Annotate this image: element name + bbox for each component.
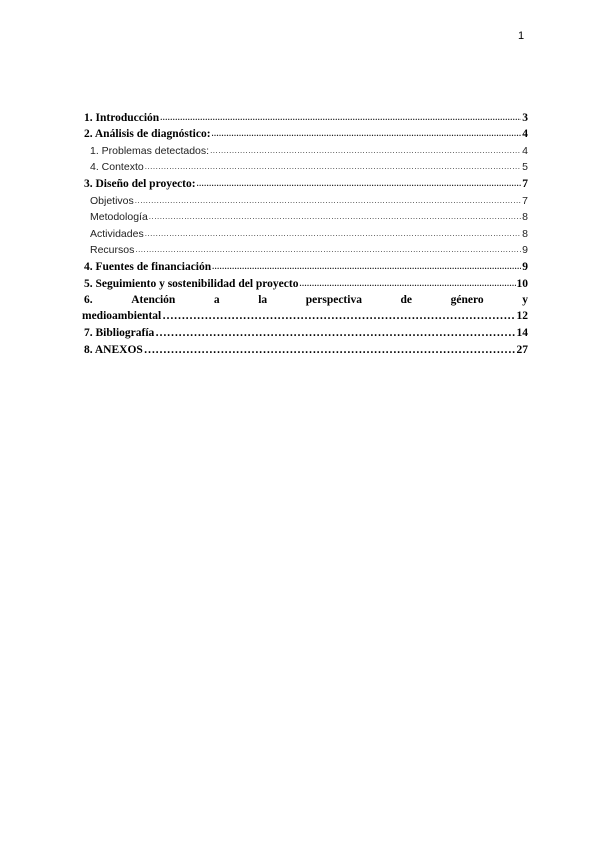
toc-entry-bibliografia[interactable] [84,324,528,341]
toc-word: y [522,294,528,307]
toc-entry-genero[interactable] [84,291,528,324]
dot-leader [145,160,521,174]
dot-leader [149,210,521,224]
toc-entry-seguimiento[interactable] [84,274,528,291]
toc-entry-page: 8 [522,227,528,240]
toc-word: perspectiva [305,294,362,307]
toc-entry-label: 3. Diseño del proyecto: [84,177,196,190]
dot-leader [212,260,521,274]
toc-word: la [258,294,268,307]
dot-leader [210,144,521,158]
toc-entry-page: 27 [516,343,528,356]
toc-entry-label: 4. Contexto [90,161,144,174]
toc-entry-page: 12 [516,310,528,323]
toc-word: género [450,294,484,307]
toc-entry-page: 4 [522,144,528,157]
toc-entry-metodologia[interactable] [84,208,528,225]
dot-leader [135,194,521,208]
toc-entry-label: Recursos [90,244,135,257]
toc-entry-page: 8 [522,211,528,224]
dot-leader [135,243,521,257]
toc-entry-page: 3 [522,111,528,124]
ellipsis-leader [155,326,515,340]
toc-entry-introduccion[interactable] [84,108,528,125]
toc-entry-page: 14 [516,327,528,340]
toc-entry-label: 7. Bibliografía [84,327,155,340]
toc-entry-objetivos[interactable] [84,191,528,208]
toc-entry-label: 1. Introducción [84,111,160,124]
toc-entry-page: 9 [522,260,528,273]
toc-entry-page: 10 [516,277,528,290]
toc-entry-label: 2. Análisis de diagnóstico: [84,128,211,141]
toc-word: 6. [84,294,93,307]
toc-entry-label: 1. Problemas detectados: [90,144,210,157]
toc-entry-anexos[interactable] [84,340,528,357]
toc-word: Atención [131,294,176,307]
dot-leader [145,227,521,241]
page-number: 1 [518,30,525,42]
toc-entry-page: 7 [522,194,528,207]
ellipsis-leader [162,309,515,323]
dot-leader [160,111,521,125]
toc-word: de [400,294,413,307]
ellipsis-leader [144,343,516,357]
dot-leader [197,177,522,191]
toc-entry-page: 4 [522,128,528,141]
toc-entry-label: 5. Seguimiento y sostenibilidad del proyecto [84,277,299,290]
toc-entry-page: 7 [522,177,528,190]
toc-entry-recursos[interactable] [84,241,528,258]
toc-entry-label: 4. Fuentes de financiación [84,260,212,273]
toc-entry-diseno[interactable] [84,174,528,191]
toc-entry-label-line1 [84,291,528,308]
toc-entry-label: Metodología [90,211,148,224]
dot-leader [299,277,515,291]
toc-entry-label: Objetivos [90,194,134,207]
toc-word: a [213,294,220,307]
toc-entry-page: 9 [522,244,528,257]
toc-entry-label: medioambiental [82,310,162,323]
toc-entry-label: Actividades [90,227,144,240]
dot-leader [212,127,522,141]
toc-entry-analisis[interactable] [84,125,528,142]
toc-entry-label: 8. ANEXOS [84,343,143,356]
toc-entry-contexto[interactable] [84,158,528,175]
toc-entry-actividades[interactable] [84,224,528,241]
toc-entry-label-line2 [82,307,528,323]
toc-entry-problemas[interactable] [84,141,528,158]
toc-entry-page: 5 [522,161,528,174]
table-of-contents [84,108,528,357]
toc-entry-financiacion[interactable] [84,257,528,274]
